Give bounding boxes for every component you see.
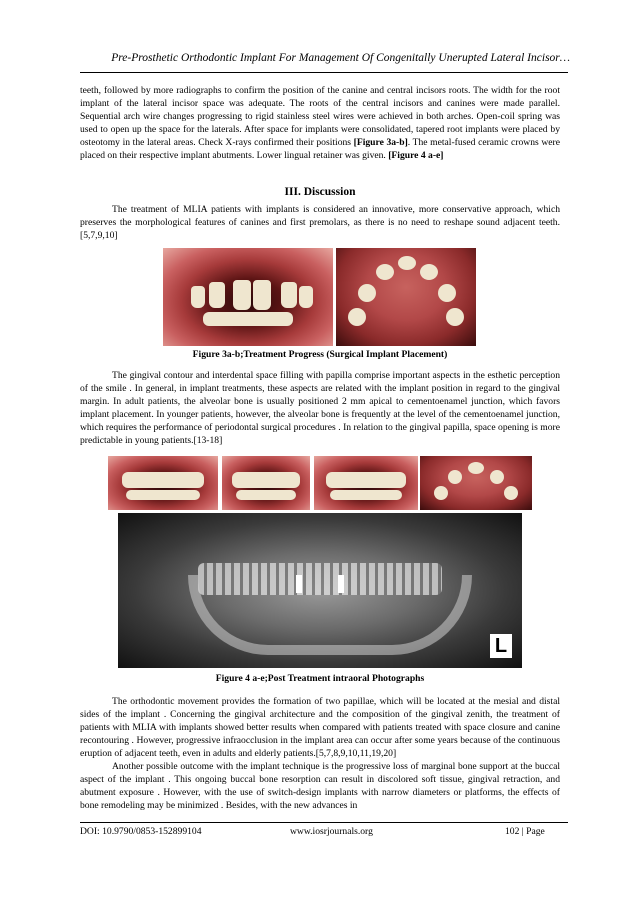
tooth-shape (504, 486, 518, 500)
figure-ref-4ae: [Figure 4 a-e] (388, 150, 444, 161)
paragraph-discussion-2: The gingival contour and interdental space filling with papilla comprise important aspects in the esthetic perception of the smile . In general, in implant treatments, these aspects are related with the implant position in regard to the gingival margin. In adult patients, the alveolar bone is usually positioned 2 mm apical to cementoenamel junction, which favors implant placement. In younger patients, however, the alveolar bone is frequently at the level of the cementoenamel junction, which requires the performance of periodontal surgical procedures . In relation to the gingival papilla, space opening is more predictable in young patients.[13-18] (80, 370, 560, 446)
tooth-shape (376, 264, 394, 280)
tooth-shape (490, 470, 504, 484)
footer-rule (80, 822, 568, 823)
figure-4b-photo (222, 456, 310, 510)
paragraph-methods-text: teeth, followed by more radiographs to confirm the position of the canine and central incisors roots. The width for the root implant of the lateral incisor space was adequate. The roots of the central incisors and canines were made parallel. Sequential arch wire changes progressing to rigid stainless steel wires were achieved in both arches. Open-coil spring was used to open up the space for the laterals. After space for implants were consolidated, tapered root implants were placed by osteotomy in the lateral areas. Check X-rays confirmed their positions (80, 85, 560, 148)
tooth-shape (438, 284, 456, 302)
tooth-shape (448, 470, 462, 484)
upper-teeth-shape (122, 472, 204, 488)
lower-teeth-shape (203, 312, 293, 326)
tooth-shape (253, 280, 271, 310)
running-title: Pre-Prosthetic Orthodontic Implant For Management Of Congenitally Unerupted Lateral Incisor… (111, 52, 570, 64)
paragraph-discussion-1: The treatment of MLIA patients with implants is considered an innovative, more conservative approach, which preserves the morphological features of canines and first premolars, as there is no need to reshape sound adjacent teeth.[5,7,9,10] (80, 204, 560, 241)
tooth-shape (233, 280, 251, 310)
tooth-shape (420, 264, 438, 280)
tooth-shape (434, 486, 448, 500)
upper-teeth-shape (326, 472, 406, 488)
tooth-shape (468, 462, 484, 474)
figure-ref-3ab: [Figure 3a-b] (353, 137, 408, 148)
tooth-shape (348, 308, 366, 326)
upper-teeth-shape (232, 472, 300, 488)
figure-3b-photo (336, 248, 476, 346)
tooth-shape (446, 308, 464, 326)
implant-marker (296, 575, 302, 593)
figure-4c-photo (314, 456, 418, 510)
section-heading-discussion: III. Discussion (284, 186, 356, 198)
lower-teeth-shape (236, 490, 296, 500)
footer-page-number: 102 | Page (505, 826, 545, 837)
tooth-shape (299, 286, 313, 308)
lower-teeth-shape (330, 490, 402, 500)
lower-teeth-shape (126, 490, 200, 500)
figure-3-caption: Figure 3a-b;Treatment Progress (Surgical Implant Placement) (192, 349, 448, 360)
paragraph-methods-text-2: . The metal-fused ceramic crowns were placed on their respective implant abutments. Lower lingual retainer was given. (80, 137, 561, 161)
tooth-shape (398, 256, 416, 270)
footer-doi: DOI: 10.9790/0853-152899104 (80, 826, 202, 837)
tooth-shape (281, 282, 297, 308)
figure-4a-photo (108, 456, 218, 510)
header-rule (80, 72, 568, 73)
figure-4d-photo (420, 456, 532, 510)
tooth-shape (191, 286, 205, 308)
footer-website: www.iosrjournals.org (290, 826, 373, 837)
figure-4-caption: Figure 4 a-e;Post Treatment intraoral Photographs (215, 673, 425, 684)
paragraph-discussion-4: Another possible outcome with the implant technique is the progressive loss of marginal bone support at the buccal aspect of the implant . This ongoing buccal bone resorption can result in discolored soft tissue, gingival retraction, and abutment exposure . However, with the use of switch-design implants with narrow diameters or platforms, the effects of bone remodeling may be minimized . Besides, with the new advances in (80, 761, 560, 811)
figure-3a-photo (163, 248, 333, 346)
xray-mandible-shape (188, 575, 472, 655)
figure-4e-panoramic-xray (118, 513, 522, 668)
tooth-shape (209, 282, 225, 308)
tooth-shape (358, 284, 376, 302)
paragraph-discussion-3: The orthodontic movement provides the formation of two papillae, which will be located at the mesial and distal sides of the implant . Concerning the gingival architecture and the composition of the gingival zenith, the treatment of patients with MLIA with implants showed better results when compared with patients treated with space closure and canine recontouring . However, progressive infraocclusion in the implant area can occur after some years because of the continuous eruption of adjacent teeth, even in adults and elderly patients.[5,7,8,9,10,11,19,20] (80, 696, 560, 759)
paragraph-methods (80, 84, 560, 162)
implant-marker (338, 575, 344, 593)
xray-side-marker: L (490, 634, 512, 658)
